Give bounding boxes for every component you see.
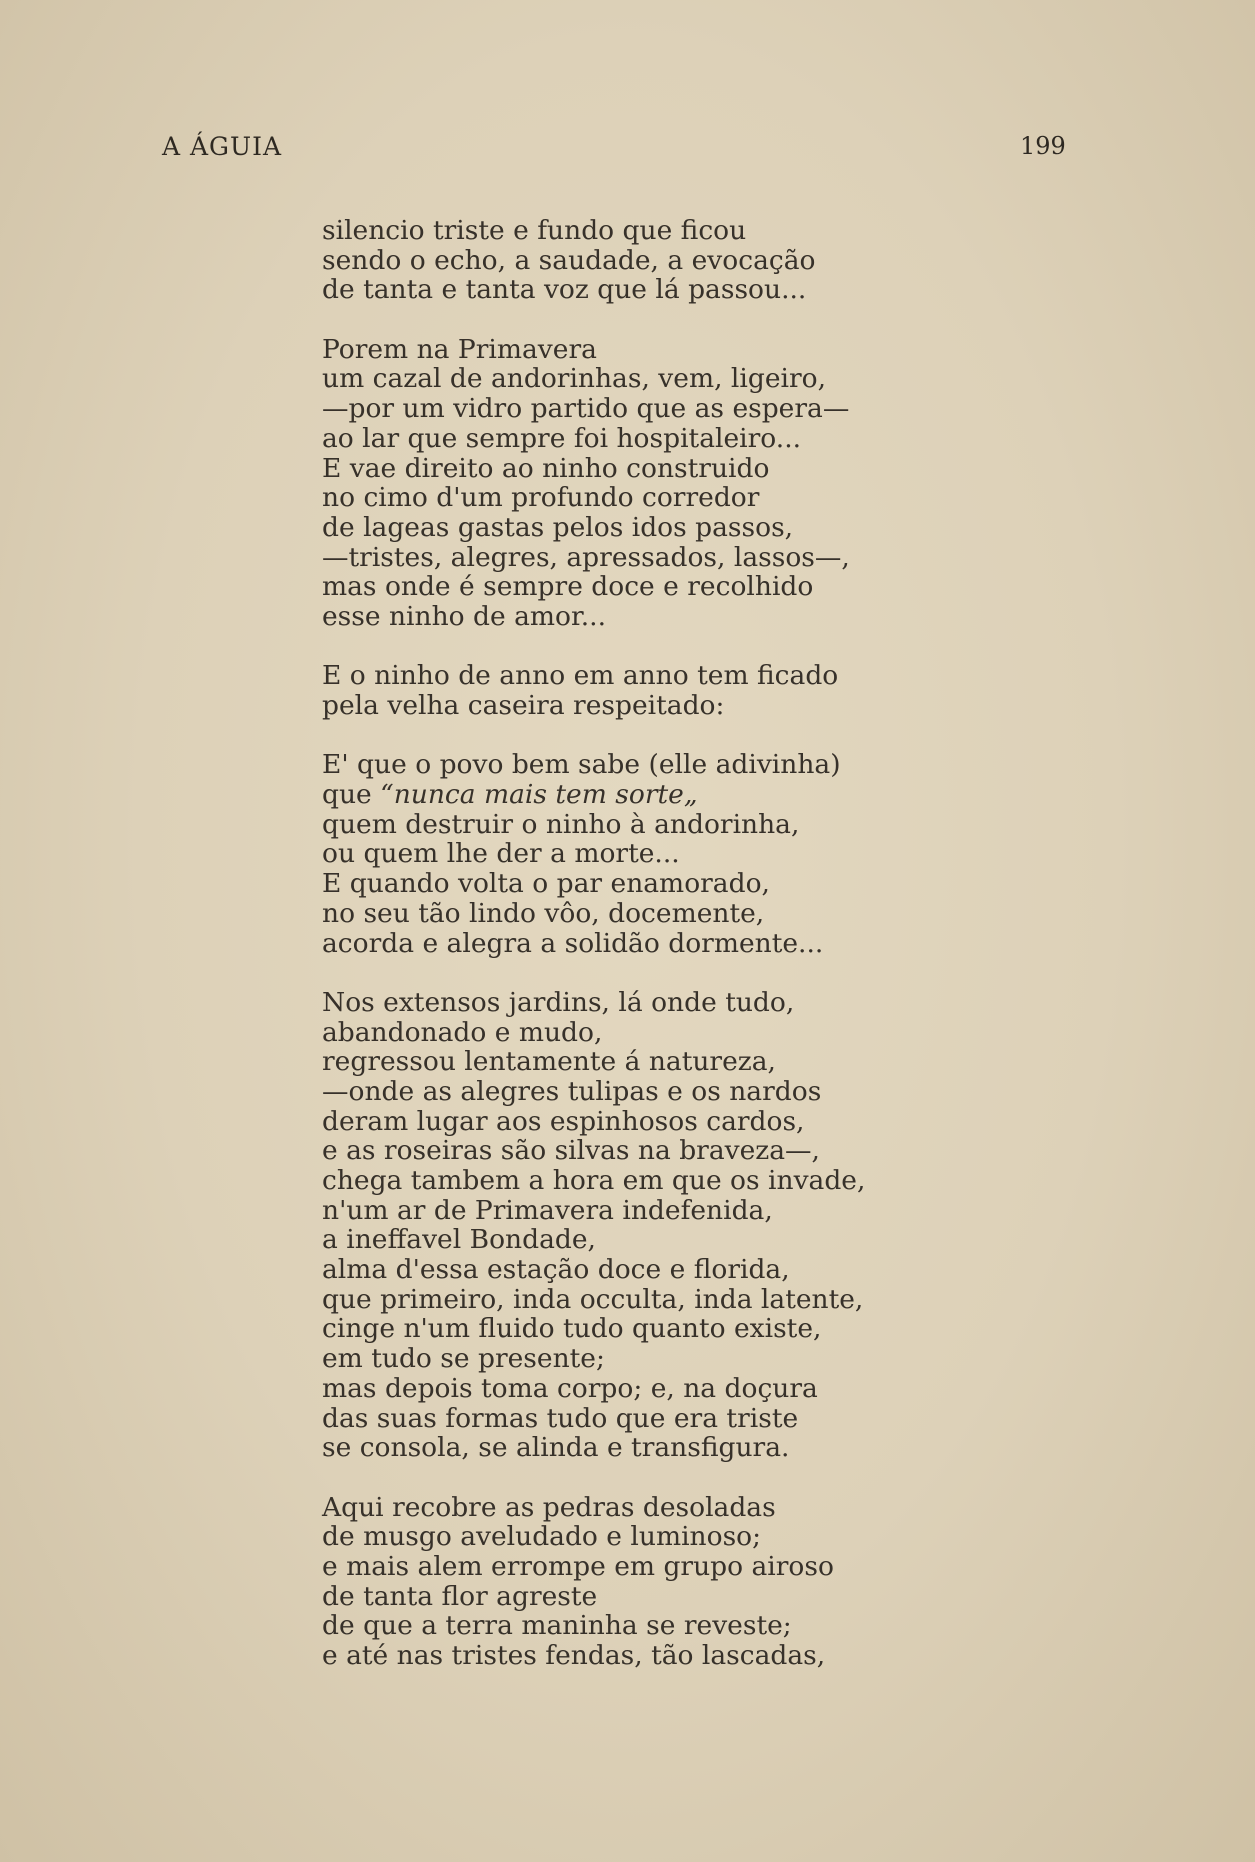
- verse-line: se consola, se alinda e transfigura.: [322, 1432, 790, 1464]
- verse-line: cinge n'um fluido tudo quanto existe,: [322, 1313, 822, 1345]
- verse-line: e as roseiras são silvas na braveza—,: [322, 1135, 820, 1167]
- verse-line: e mais alem errompe em grupo airoso: [322, 1550, 834, 1582]
- stanza-6: [322, 1493, 1222, 1671]
- verse-line: no seu tão lindo vôo, docemente,: [322, 897, 765, 929]
- poem-body: [322, 216, 1222, 1700]
- verse-line: Aqui recobre as pedras desoladas: [322, 1491, 776, 1523]
- stanza-3: [322, 661, 1222, 720]
- verse-line: E vae direito ao ninho construido: [322, 452, 770, 484]
- verse-line: Porem na Primavera: [322, 333, 597, 365]
- italic-quote: “nunca mais tem sorte„: [380, 779, 698, 811]
- verse-line: n'um ar de Primavera indefenida,: [322, 1194, 773, 1226]
- verse-line: deram lugar aos espinhosos cardos,: [322, 1105, 805, 1137]
- verse-line: que primeiro, inda occulta, inda latente,: [322, 1283, 864, 1315]
- verse-line: sendo o echo, a saudade, a evocação: [322, 244, 816, 276]
- verse-line: acorda e alegra a solidão dormente...: [322, 927, 824, 959]
- verse-line: silencio triste e fundo que ficou: [322, 215, 747, 246]
- verse-line: de tanta e tanta voz que lá passou...: [322, 274, 807, 306]
- verse-line: E o ninho de anno em anno tem ficado: [322, 660, 839, 692]
- verse-line: chega tambem a hora em que os invade,: [322, 1165, 866, 1196]
- verse-line: e até nas tristes fendas, tão lascadas,: [322, 1640, 826, 1671]
- verse-line: alma d'essa estação doce e florida,: [322, 1254, 790, 1286]
- verse-line: das suas formas tudo que era triste: [322, 1402, 799, 1434]
- verse-line: mas onde é sempre doce e recolhido: [322, 571, 814, 603]
- verse-line-with-quote: [322, 780, 1222, 810]
- page-number: 199: [1020, 132, 1066, 160]
- verse-line: regressou lentamente á natureza,: [322, 1046, 776, 1078]
- verse-line: um cazal de andorinhas, vem, ligeiro,: [322, 363, 827, 395]
- verse-line: Nos extensos jardins, lá onde tudo,: [322, 986, 795, 1018]
- verse-line: quem destruir o ninho à andorinha,: [322, 808, 800, 840]
- verse-line: —onde as alegres tulipas e os nardos: [322, 1075, 822, 1107]
- verse-prefix: que: [322, 779, 381, 811]
- verse-line: de musgo aveludado e luminoso;: [322, 1521, 762, 1553]
- verse-line: esse ninho de amor...: [322, 600, 607, 632]
- verse-line: pela velha caseira respeitado:: [322, 690, 725, 721]
- verse-line: a ineffavel Bondade,: [322, 1224, 596, 1256]
- stanza-1: [322, 216, 1222, 305]
- verse-line: no cimo d'um profundo corredor: [322, 482, 760, 514]
- verse-line: E' que o povo bem sabe (elle adivinha): [322, 749, 841, 781]
- running-head: A ÁGUIA: [162, 132, 283, 161]
- stanza-5: [322, 988, 1222, 1463]
- verse-line: abandonado e mudo,: [322, 1016, 603, 1048]
- verse-line: de que a terra maninha se reveste;: [322, 1610, 792, 1642]
- verse-line: mas depois toma corpo; e, na doçura: [322, 1372, 818, 1404]
- verse-line: em tudo se presente;: [322, 1343, 605, 1375]
- verse-line: —por um vidro partido que as espera—: [322, 393, 850, 425]
- verse-line: —tristes, alegres, apressados, lassos—,: [322, 541, 850, 573]
- stanza-2: [322, 335, 1222, 632]
- verse-line: ao lar que sempre foi hospitaleiro...: [322, 422, 802, 454]
- stanza-4: [322, 750, 1222, 958]
- verse-line: de lageas gastas pelos idos passos,: [322, 511, 794, 543]
- verse-line: E quando volta o par enamorado,: [322, 868, 770, 900]
- verse-line: de tanta flor agreste: [322, 1580, 598, 1612]
- verse-line: ou quem lhe der a morte...: [322, 838, 680, 870]
